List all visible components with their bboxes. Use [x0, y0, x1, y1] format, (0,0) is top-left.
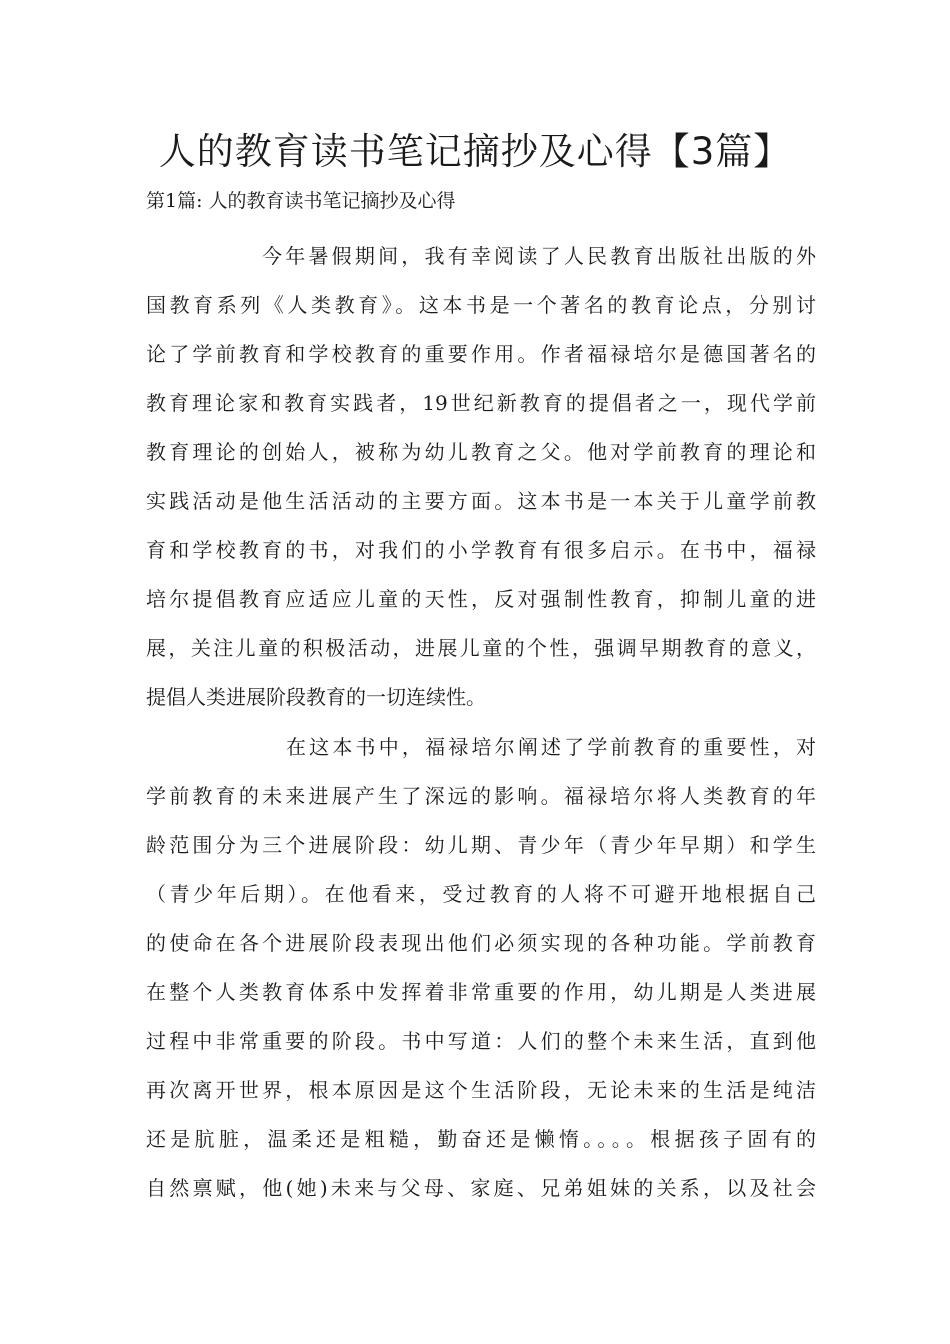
paragraph-line: 龄范围分为三个进展阶段：幼儿期、青少年（青少年早期）和学生: [146, 833, 816, 857]
paragraph-line: 在这本书中，福禄培尔阐述了学前教育的重要性，对: [286, 735, 816, 759]
paragraph-line: （青少年后期）。在他看来，受过教育的人将不可避开地根据自己: [146, 882, 816, 906]
paragraph-line: 过程中非常重要的阶段。书中写道：人们的整个未来生活，直到他: [146, 1029, 816, 1053]
paragraph-line: 实践活动是他生活活动的主要方面。这本书是一本关于儿童学前教: [146, 489, 816, 513]
paragraph-line: 学前教育的未来进展产生了深远的影响。福禄培尔将人类教育的年: [146, 784, 816, 808]
paragraph-line: 国教育系列《人类教育》。这本书是一个著名的教育论点，分别讨: [146, 293, 816, 317]
paragraph-line: 的使命在各个进展阶段表现出他们必须实现的各种功能。学前教育: [146, 931, 816, 955]
paragraph-2: [146, 723, 816, 1213]
paragraph-line: 育和学校教育的书，对我们的小学教育有很多启示。在书中，福禄: [146, 538, 816, 562]
paragraph-1: [146, 232, 816, 722]
paragraph-line: 论了学前教育和学校教育的重要作用。作者福禄培尔是德国著名的: [146, 342, 816, 366]
section-heading: 第1篇: 人的教育读书笔记摘抄及心得: [146, 190, 456, 212]
document-title: 人的教育读书笔记摘抄及心得【3篇】: [158, 130, 792, 173]
paragraph-line: 今年暑假期间，我有幸阅读了人民教育出版社出版的外: [262, 244, 816, 268]
paragraph-line: 再次离开世界，根本原因是这个生活阶段，无论未来的生活是纯洁: [146, 1078, 816, 1102]
paragraph-line: 在整个人类教育体系中发挥着非常重要的作用，幼儿期是人类进展: [146, 980, 816, 1004]
paragraph-line: 提倡人类进展阶段教育的一切连续性。: [146, 685, 486, 709]
paragraph-line: 培尔提倡教育应适应儿童的天性，反对强制性教育，抑制儿童的进: [146, 587, 816, 611]
paragraph-line: 还是肮脏，温柔还是粗糙，勤奋还是懒惰。。。。根据孩子固有的: [146, 1127, 816, 1151]
paragraph-line: 自然禀赋，他(她)未来与父母、家庭、兄弟姐妹的关系，以及社会: [146, 1176, 816, 1200]
paragraph-line: 展，关注儿童的积极活动，进展儿童的个性，强调早期教育的意义，: [146, 636, 816, 660]
paragraph-line: 教育理论家和教育实践者，19世纪新教育的提倡者之一，现代学前: [146, 391, 816, 415]
paragraph-line: 教育理论的创始人，被称为幼儿教育之父。他对学前教育的理论和: [146, 440, 816, 464]
